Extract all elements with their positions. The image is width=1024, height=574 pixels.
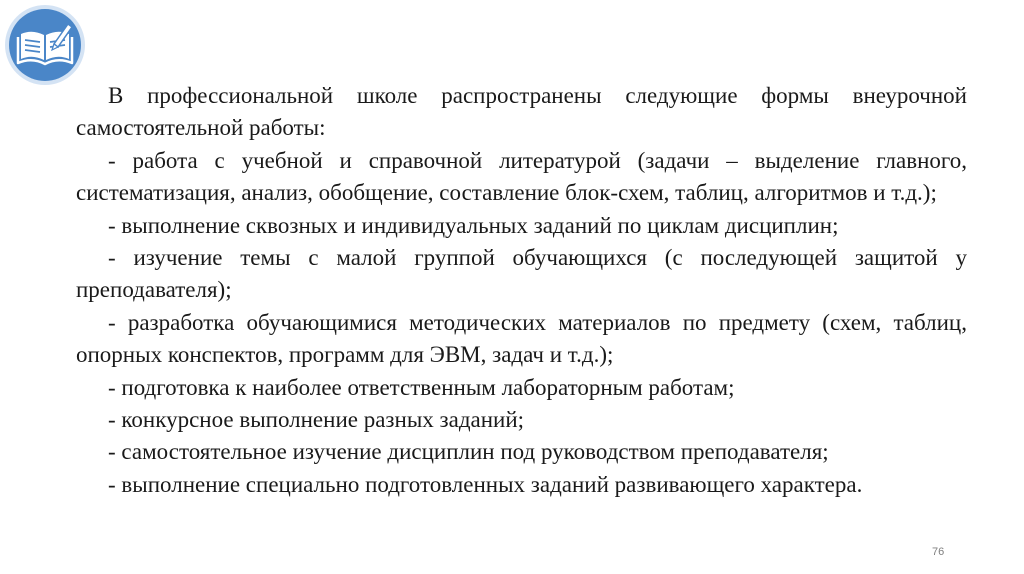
list-item: - выполнение специально подготовленных заданий развивающего характера. <box>108 471 863 497</box>
list-item: - конкурсное выполнение разных заданий; <box>108 407 525 433</box>
list-item: - самостоятельное изучение дисциплин под руководством преподавателя; <box>108 439 829 465</box>
page-number: 76 <box>932 546 945 558</box>
book-logo-icon <box>4 4 86 86</box>
list-item: - изучение темы с малой группой обучающихся (с последующей защитой у преподавателя); <box>76 245 967 303</box>
list-item: - подготовка к наиболее ответственным лабораторным работам; <box>108 374 735 400</box>
list-item: - разработка обучающимися методических материалов по предмету (схем, таблиц, опорных конспектов, программ для ЭВМ, задач и т.д.); <box>76 309 967 368</box>
list-item: - работа с учебной и справочной литературой (задачи – выделение главного, систематизация, анализ, обобщение, составление блок-схем, таблиц, алгоритмов и т.д.); <box>76 147 967 206</box>
list-item: - выполнение сквозных и индивидуальных заданий по циклам дисциплин; <box>108 212 839 238</box>
slide-text <box>76 80 967 501</box>
intro-paragraph: В профессиональной школе распространены следующие формы внеурочной самостоятельной работы: <box>76 83 967 141</box>
